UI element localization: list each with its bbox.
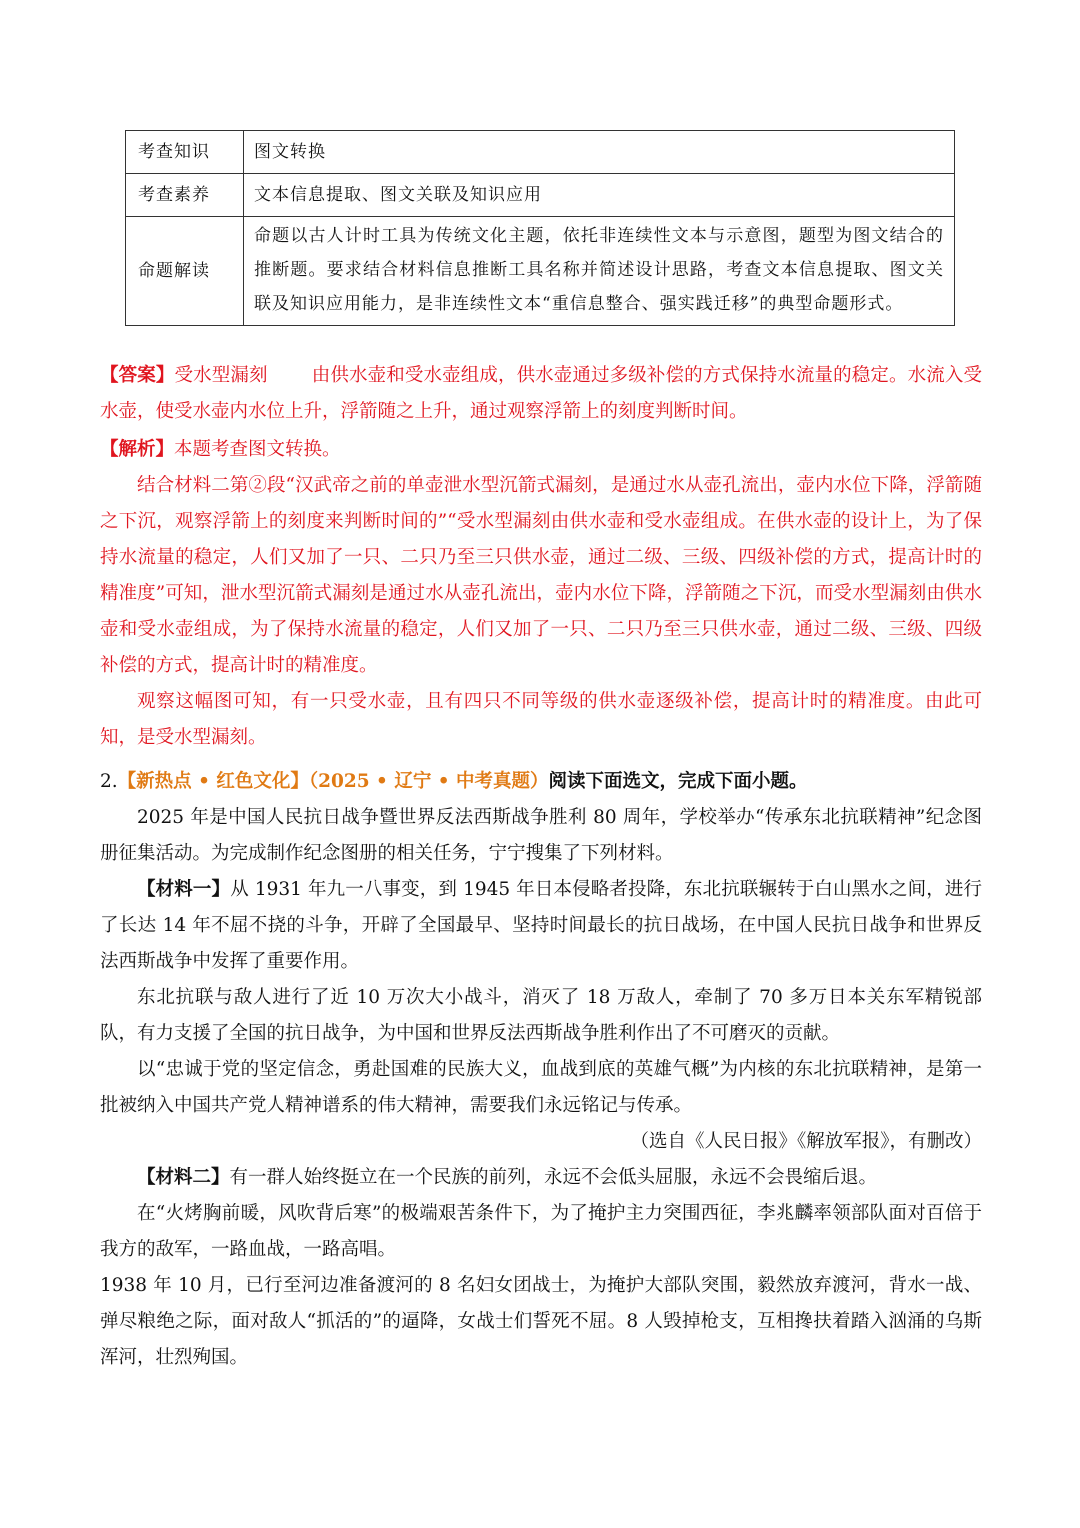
row-label: 考查素养 [126,174,244,217]
material-2-text: 有一群人始终挺立在一个民族的前列，永远不会低头屈服，永远不会畏缩后退。 [229,1167,878,1188]
question-instruction: 阅读下面选文，完成下面小题。 [548,771,808,792]
answer-section [100,358,982,430]
material-1-tag: 【材料一】 [137,879,231,900]
table-row [126,131,955,174]
question-2 [100,764,982,1376]
analysis-intro: 本题考查图文转换。 [174,439,341,460]
analysis-section [100,432,982,756]
row-value: 文本信息提取、图文关联及知识应用 [244,174,955,217]
question-intro: 2025 年是中国人民抗日战争暨世界反法西斯战争胜利 80 周年，学校举办“传承东北抗联精神”纪念图册征集活动。为完成制作纪念图册的相关任务，宁宁搜集了下列材料。 [100,807,982,864]
answer-name: 受水型漏刻 [174,365,268,386]
table-row [126,217,955,326]
question-number: 2. [100,771,118,792]
answer-text: 由供水壶和受水壶组成，供水壶通过多级补偿的方式保持水流量的稳定。水流入受水壶，使受水壶内水位上升，浮箭随之上升，通过观察浮箭上的刻度判断时间。 [100,365,982,422]
question-source: （2025 • 辽宁 • 中考真题） [308,771,549,792]
material-2-tag: 【材料二】 [137,1167,230,1188]
material-2-paragraph-1 [100,1160,982,1196]
material-1-paragraph-3: 以“忠诚于党的坚定信念，勇赴国难的民族大义，血战到底的英雄气概”为内核的东北抗联精神，是第一批被纳入中国共产党人精神谱系的伟大精神，需要我们永远铭记与传承。 [100,1059,982,1116]
material-1-paragraph-2: 东北抗联与敌人进行了近 10 万次大小战斗，消灭了 18 万敌人，牵制了 70 多万日本关东军精锐部队，有力支援了全国的抗日战争，为中国和世界反法西斯战争胜利作出了不可磨灭的贡献。 [100,987,982,1044]
row-label: 考查知识 [126,131,244,174]
answer-tag: 【答案】 [100,365,175,386]
row-value: 命题以古人计时工具为传统文化主题，依托非连续性文本与示意图，题型为图文结合的推断题。要求结合材料信息推断工具名称并简述设计思路，考查文本信息提取、图文关联及知识应用能力，是非连续性文本“重信息整合、强实践迁移”的典型命题形式。 [244,217,955,326]
material-1-text: 从 1931 年九一八事变，到 1945 年日本侵略者投降，东北抗联辗转于白山黑水之间，进行了长达 14 年不屈不挠的斗争，开辟了全国最早、坚持时间最长的抗日战场，在中国人民抗日战争和世界反法西斯战争中发挥了重要作用。 [100,879,982,972]
info-table [125,130,955,326]
row-label: 命题解读 [126,217,244,326]
material-2-paragraph-3: 1938 年 10 月，已行至河边准备渡河的 8 名妇女团战士，为掩护大部队突围，毅然放弃渡河，背水一战、弹尽粮绝之际，面对敌人“抓活的”的逼降，女战士们誓死不屈。8 人毁掉枪支，互相搀扶着踏入汹涌的乌斯浑河，壮烈殉国。 [100,1275,982,1368]
analysis-paragraph-2: 观察这幅图可知，有一只受水壶，且有四只不同等级的供水壶逐级补偿，提高计时的精准度。由此可知，是受水型漏刻。 [100,691,982,748]
hot-tag: 【新热点 • 红色文化】 [117,771,309,792]
table-row [126,174,955,217]
material-1-paragraph-1 [100,872,982,980]
analysis-intro-line [100,432,982,468]
analysis-tag: 【解析】 [100,439,175,460]
row-value: 图文转换 [244,131,955,174]
material-2-paragraph-2: 在“火烤胸前暖，风吹背后寒”的极端艰苦条件下，为了掩护主力突围西征，李兆麟率领部队面对百倍于我方的敌军，一路血战，一路高唱。 [100,1203,982,1260]
question-2-header [100,764,982,800]
material-1-source: （选自《人民日报》《解放军报》，有删改） [630,1131,982,1152]
analysis-paragraph-1: 结合材料二第②段“汉武帝之前的单壶泄水型沉箭式漏刻，是通过水从壶孔流出，壶内水位下降，浮箭随之下沉，观察浮箭上的刻度来判断时间的”“受水型漏刻由供水壶和受水壶组成。在供水壶的设计上，为了保持水流量的稳定，人们又加了一只、二只乃至三只供水壶，通过二级、三级、四级补偿的方式，提高计时的精准度”可知，泄水型沉箭式漏刻是通过水从壶孔流出，壶内水位下降，浮箭随之下沉，而受水型漏刻由供水壶和受水壶组成，为了保持水流量的稳定，人们又加了一只、二只乃至三只供水壶，通过二级、三级、四级补偿的方式，提高计时的精准度。 [100,475,982,676]
